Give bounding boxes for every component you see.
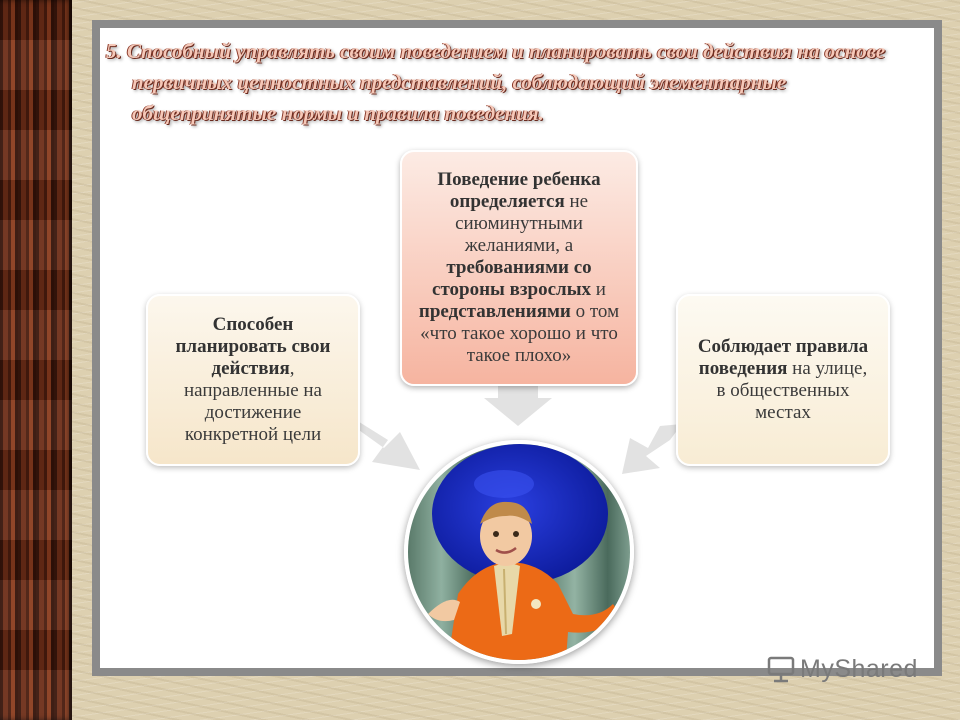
box-right-text: на улице, в общественных местах bbox=[716, 358, 868, 423]
box-center-text-3: о том «что такое хорошо и что такое плохо» bbox=[420, 301, 620, 366]
box-left-text: , направленные на достижение конкретной цели bbox=[184, 358, 322, 445]
box-center-bold-1: Поведение ребенка определяется bbox=[437, 169, 601, 212]
box-follow-rules bbox=[676, 294, 890, 466]
child-photo bbox=[404, 440, 634, 664]
slide-title: 5. Способный управлять своим поведением и планировать свои действия на основе первичных ценностных представлений, соблюдающий элементарные общепринятые нормы и правила поведения. bbox=[106, 39, 886, 125]
watermark-text: MyShared bbox=[800, 654, 918, 683]
box-left-bold: Способен планировать свои действия bbox=[175, 314, 331, 379]
box-center-bold-2: требованиями со стороны взрослых bbox=[432, 257, 592, 300]
wood-border bbox=[0, 0, 72, 720]
watermark bbox=[766, 654, 918, 684]
box-plan-actions bbox=[146, 294, 360, 466]
child-in-blue-hat-icon bbox=[408, 444, 630, 660]
box-right-bold: Соблюдает правила поведения bbox=[697, 336, 869, 379]
presentation-icon bbox=[766, 654, 796, 684]
box-center-bold-3: представлениями bbox=[418, 301, 571, 322]
box-center-text-1: не сиюминутными желаниями, а bbox=[455, 191, 589, 256]
box-behavior bbox=[400, 150, 638, 386]
box-center-text-2: и bbox=[591, 279, 606, 300]
